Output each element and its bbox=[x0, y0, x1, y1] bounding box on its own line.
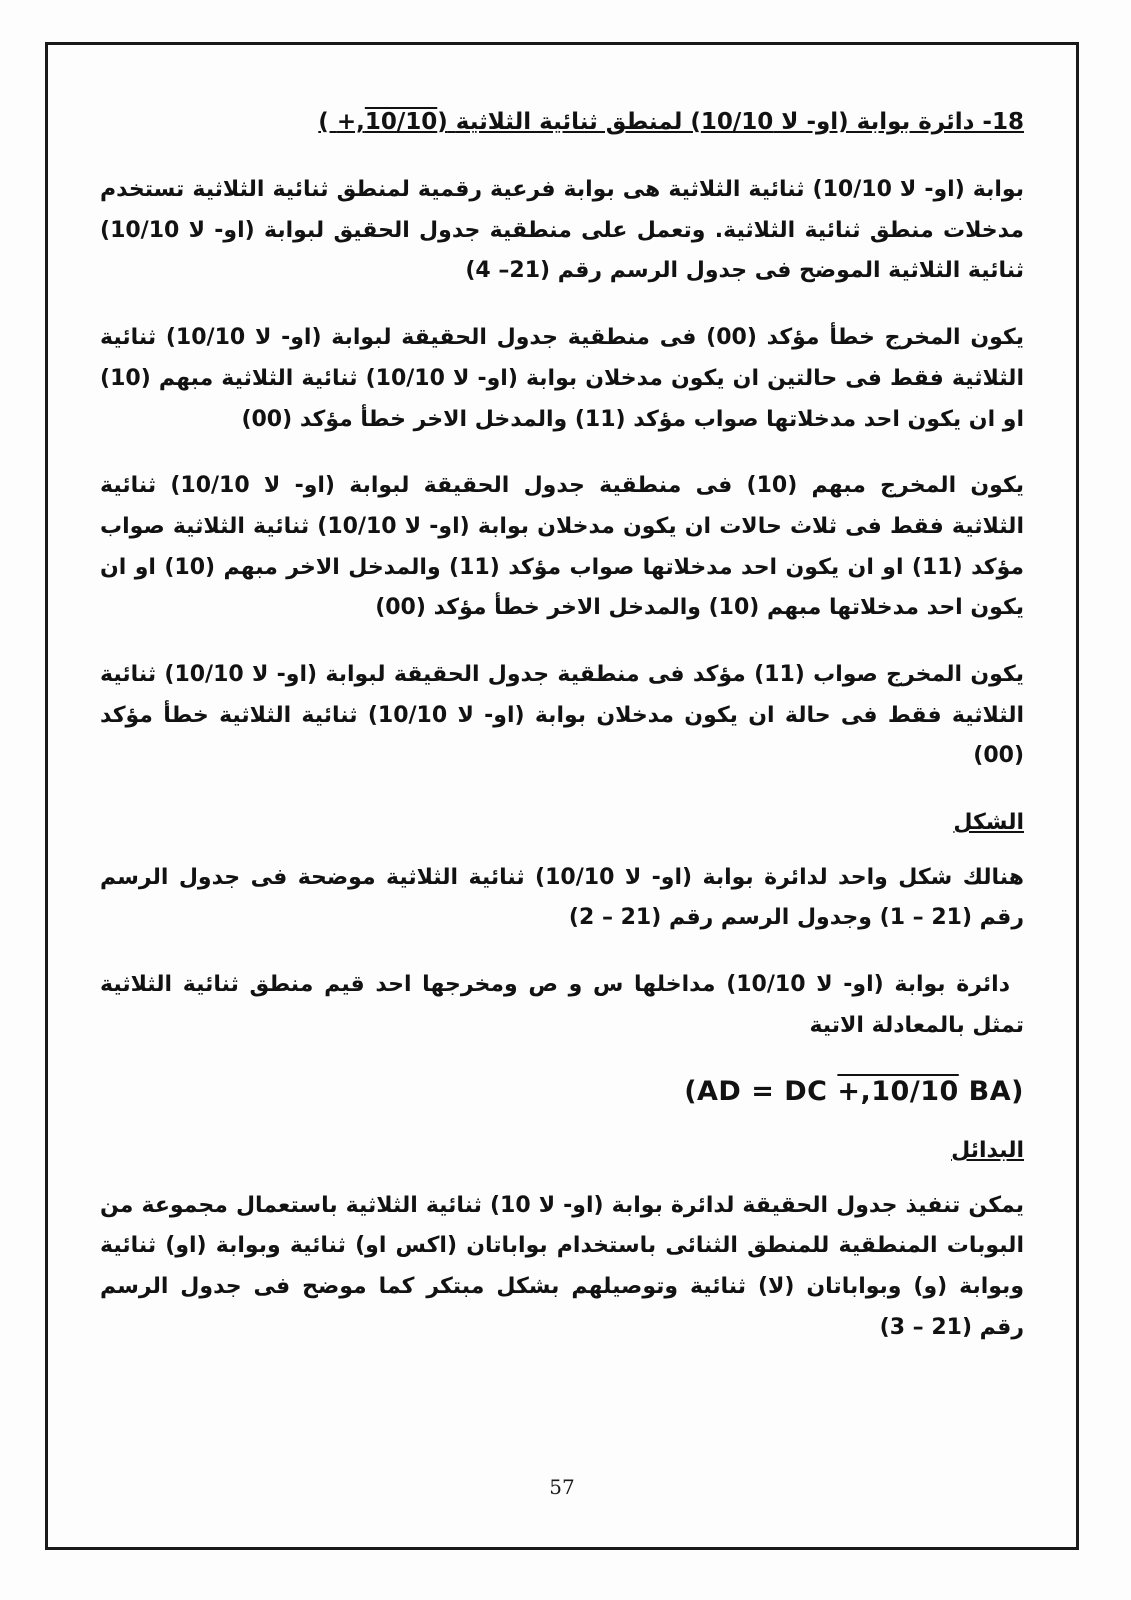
title-formula bbox=[318, 109, 447, 135]
title-plus-comma: +, bbox=[336, 109, 365, 135]
equation-overlined-term: +,10/10 bbox=[837, 1076, 959, 1108]
paragraph-output-true: يكون المخرج صواب (11) مؤكد فى منطقية جدول الحقيقة لبوابة (او- لا 10/10) ثنائية الثلاثية فقط فى حالة ان يكون مدخلان بوابة (او- لا 10/10) ثنائية الثلاثية خطأ مؤكد (00) bbox=[100, 661, 1025, 769]
paragraph-shape-equation-intro: دائرة بوابة (او- لا 10/10) مداخلها س و ص ومخرجها احد قيم منطق ثنائية الثلاثية تمثل بالمعادلة الاتية bbox=[100, 972, 1024, 1038]
page-border-frame bbox=[45, 42, 1079, 1550]
paragraph-alternatives: يمكن تنفيذ جدول الحقيقة لدائرة بوابة (او- لا 10) ثنائية الثلاثية باستعمال مجموعة من البوبات المنطقية للمنطق الثنائى باستخدام بواباتان (اكس او) ثنائية وبوابة (او) ثنائية وبوابة (و) وبواباتان (لا) ثنائية وتوصيلهم بشكل مبتكر كما موضح فى جدول الرسم رقم (21 – 3) bbox=[100, 1192, 1024, 1340]
title-arabic-text: 18- دائرة بوابة (او- لا 10/10) لمنطق ثنائية الثلاثية bbox=[455, 109, 1024, 135]
paragraph-intro: بوابة (او- لا 10/10) ثنائية الثلاثية هى بوابة فرعية رقمية لمنطق ثنائية الثلاثية تستخدم مدخلات منطق ثنائية الثلاثية. وتعمل على منطقية جدول الحقيق لبوابة (او- لا 10/10) ثنائية الثلاثية الموضح فى جدول الرسم رقم (21– 4) bbox=[100, 177, 1024, 284]
paragraph-output-ambiguous: يكون المخرج مبهم (10) فى منطقية جدول الحقيقة لبوابة (او- لا 10/10) ثنائية الثلاثية فقط فى ثلاث حالات ان يكون مدخلان بوابة (او- لا 10/10) ثنائية الثلاثية صواب مؤكد (11) او ان يكون احد مدخلاتها صواب مؤكد (11) والمدخل الاخر مبهم (10) او ان يكون احد مدخلاتها مبهم (10) والمدخل الاخر خطأ مؤكد (00) bbox=[100, 473, 1024, 621]
document-title bbox=[100, 103, 1024, 142]
section-heading-alternatives: البدائل bbox=[951, 1137, 1024, 1163]
title-open-paren: ( bbox=[318, 109, 337, 135]
equation-prefix: (AD = DC bbox=[684, 1076, 838, 1108]
document-content bbox=[48, 45, 1076, 1348]
equation bbox=[100, 1072, 1024, 1113]
equation-suffix: BA) bbox=[958, 1076, 1024, 1108]
paragraph-output-false: يكون المخرج خطأ مؤكد (00) فى منطقية جدول الحقيقة لبوابة (او- لا 10/10) ثنائية الثلاثية فقط فى حالتين ان يكون مدخلان بوابة (او- لا 10/10) ثنائية الثلاثية مبهم (10) او ان يكون احد مدخلاتها صواب مؤكد (11) والمدخل الاخر خطأ مؤكد (00) bbox=[100, 325, 1024, 432]
title-overlined-term: 10/10 bbox=[364, 109, 438, 135]
page-number: 57 bbox=[549, 1475, 575, 1499]
paragraph-shape-figures: هنالك شكل واحد لدائرة بوابة (او- لا 10/10) ثنائية الثلاثية موضحة فى جدول الرسم رقم (21 – 1) وجدول الرسم رقم (21 – 2) bbox=[100, 864, 1024, 931]
section-heading-shape: الشكل bbox=[953, 810, 1024, 836]
title-close-paren: ) bbox=[437, 109, 448, 135]
